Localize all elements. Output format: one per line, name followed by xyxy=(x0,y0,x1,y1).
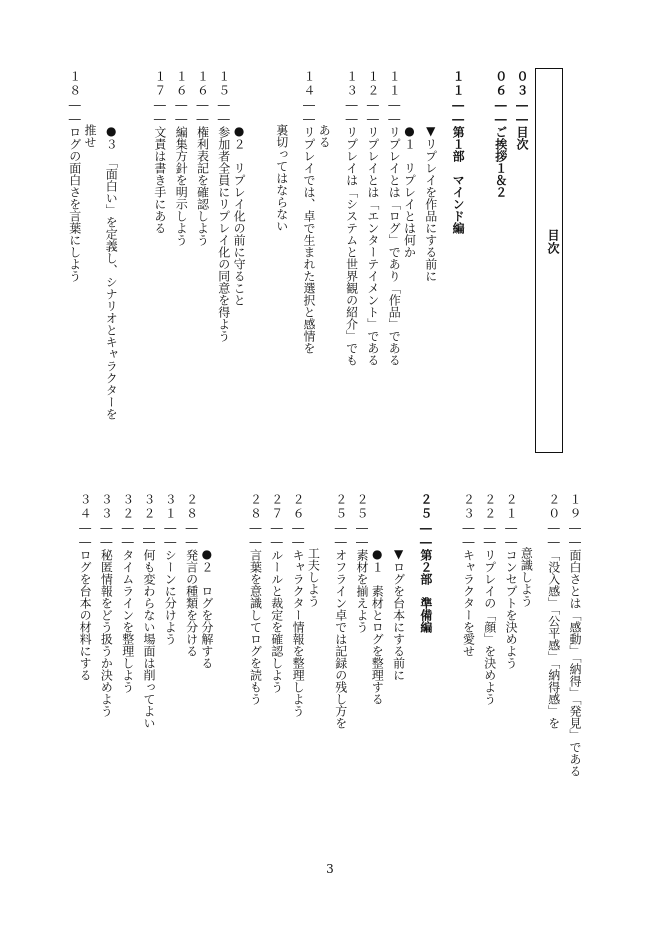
toc-entry-title: 参加者全員にリプレイ化の同意を得よう xyxy=(216,126,231,342)
toc-entry-page: ３３ xyxy=(99,493,114,521)
page-number: 3 xyxy=(326,862,334,876)
toc-entry xyxy=(286,493,310,717)
toc-entry-page: ２１ xyxy=(504,493,519,521)
toc-entry-title: 秘匿情報をどう扱うか決めよう xyxy=(99,549,114,717)
toc-entry-page: ３４ xyxy=(78,493,93,521)
toc-entry-page: ３２ xyxy=(120,493,135,521)
toc-entry-title: ご挨拶１＆２ xyxy=(493,126,508,198)
toc-entry-title: リプレイの「顔」を決めよう xyxy=(482,549,497,705)
toc-entry-page: ２７ xyxy=(269,493,284,521)
toc-entry-title: ログを台本の材料にする xyxy=(78,549,93,681)
toc-entry-title: ●１ 素材とログを整理する xyxy=(370,547,385,705)
toc-entry-title: 第２部 準備編 xyxy=(418,549,433,633)
toc-entry-title: 言葉を意識してログを読もう xyxy=(248,549,263,705)
toc-entry xyxy=(361,70,385,366)
toc-entry xyxy=(425,124,437,282)
toc-entry-title: リプレイとは「エンターテイメント」である xyxy=(365,126,380,366)
toc-entry xyxy=(148,70,172,234)
toc-entry xyxy=(340,70,364,366)
toc-entry-leader: ―― xyxy=(344,98,359,126)
toc-entry xyxy=(105,124,117,420)
toc-entry-title: 推せ xyxy=(83,124,97,148)
toc-entry xyxy=(73,493,97,681)
toc-entry-page: １８ xyxy=(67,70,82,98)
toc-entry-title: キャラクターを愛せ xyxy=(461,549,476,657)
toc-entry-leader: ―― xyxy=(67,98,82,126)
toc-entry-title: 第１部 マインド編 xyxy=(451,126,466,234)
toc-entry-title: リプレイとは「ログ」であり「作品」である xyxy=(387,126,402,366)
toc-entry xyxy=(563,493,587,777)
toc-entry-leader: ―― xyxy=(195,98,210,126)
toc-entry-title: ある xyxy=(317,124,332,148)
toc-entry-page: ３２ xyxy=(142,493,156,521)
toc-entry xyxy=(191,70,215,246)
toc-entry-page: ２８ xyxy=(184,493,199,521)
toc-entry-page: ２８ xyxy=(248,493,263,521)
toc-entry-leader: ―― xyxy=(269,521,284,549)
toc-entry-leader: ―― xyxy=(99,521,114,549)
toc-entry-page: １１ xyxy=(387,70,402,98)
toc-entry xyxy=(542,493,566,729)
toc-entry xyxy=(265,493,289,693)
toc-entry-leader: ―― xyxy=(333,521,348,549)
toc-entry-title: ▼ログを台本にする前に xyxy=(391,547,406,681)
toc-entry-leader: ―― xyxy=(355,521,369,549)
toc-entry xyxy=(393,547,405,681)
toc-entry-page: ３１ xyxy=(163,493,178,521)
toc-entry-page: ２５ xyxy=(333,493,348,521)
toc-entry-title: 目次 xyxy=(515,126,529,150)
toc-entry-page: ０３ xyxy=(515,70,529,98)
toc-entry xyxy=(63,70,87,282)
toc-entry-page: １２ xyxy=(365,70,380,98)
toc-entry-leader: ―― xyxy=(451,98,466,126)
toc-entry-title: 裏切ってはならない xyxy=(274,124,289,232)
toc-entry-page: ２５ xyxy=(355,493,369,521)
toc-entry xyxy=(94,493,118,717)
toc-entry-page: １９ xyxy=(568,493,582,521)
toc-entry-page: ２０ xyxy=(546,493,561,521)
toc-entry-title: 工夫しよう xyxy=(306,547,321,607)
toc-entry xyxy=(212,70,236,342)
toc-entry-page: １３ xyxy=(344,70,359,98)
toc-entry xyxy=(350,493,374,633)
toc-entry-title: 素材を揃えよう xyxy=(355,549,369,633)
toc-entry-title: ●３ 「面白い」を定義し、シナリオとキャラクターを xyxy=(104,124,119,420)
toc-entry-page: １５ xyxy=(216,70,231,98)
toc-entry-leader: ―― xyxy=(461,521,476,549)
toc-entry xyxy=(137,493,161,729)
toc-entry-page: １６ xyxy=(195,70,210,98)
toc-entry-leader: ―― xyxy=(78,521,93,549)
toc-title-box xyxy=(535,68,563,453)
toc-entry-title: ログの面白さを言葉にしよう xyxy=(67,126,82,282)
toc-entry-leader: ―― xyxy=(174,98,189,126)
toc-entry-leader: ―― xyxy=(142,521,156,549)
toc-entry-leader: ―― xyxy=(515,98,529,126)
toc-entry-leader: ―― xyxy=(546,521,561,549)
toc-entry xyxy=(180,493,204,657)
toc-entry xyxy=(329,493,353,729)
toc-entry xyxy=(169,70,193,246)
toc-entry-leader: ―― xyxy=(387,98,402,126)
toc-entry-title: オフライン卓では記録の残し方を xyxy=(333,549,348,729)
toc-entry-title: 「没入感」「公平感」「納得感」を xyxy=(546,549,561,729)
toc-entry-title: ●２ ログを分解する xyxy=(199,547,214,669)
toc-entry-leader: ―― xyxy=(482,521,497,549)
toc-entry xyxy=(446,70,470,234)
toc-entry-leader: ―― xyxy=(163,521,178,549)
toc-entry-title: ルールと裁定を確認しよう xyxy=(269,549,284,693)
toc-entry-leader: ―― xyxy=(291,521,306,549)
toc-entry xyxy=(489,70,513,198)
toc-entry xyxy=(158,493,182,645)
toc-entry-leader: ―― xyxy=(302,98,316,126)
toc-entry xyxy=(297,70,321,354)
toc-entry-title: ▼リプレイを作品にする前に xyxy=(423,124,438,282)
toc-entry xyxy=(510,70,534,150)
toc-entry xyxy=(499,493,523,669)
toc-entry-title: 権利表記を確認しよう xyxy=(195,126,210,246)
toc-entry-title: コンセプトを決めよう xyxy=(504,549,519,669)
toc-entry xyxy=(457,493,481,657)
toc-entry xyxy=(244,493,268,705)
toc-entry-title: 面白さとは「感動」「納得」「発見」である xyxy=(568,549,582,777)
toc-entry-title: ●１ リプレイとは何か xyxy=(402,124,417,258)
toc-entry-page: １７ xyxy=(152,70,167,98)
toc-entry-title: 何も変わらない場面は削ってよい xyxy=(142,549,156,729)
toc-entry-leader: ―― xyxy=(365,98,380,126)
toc-entry-title: 発言の種類を分ける xyxy=(184,549,199,657)
toc-entry-title: 編集方針を明示しよう xyxy=(174,126,189,246)
toc-entry-page: ０６ xyxy=(493,70,508,98)
toc-entry-title: シーンに分けよう xyxy=(163,549,178,645)
toc-entry-leader: ―― xyxy=(418,521,433,549)
toc-entry-page: ２６ xyxy=(291,493,306,521)
toc-entry-leader: ―― xyxy=(184,521,199,549)
toc-entry-title: タイムラインを整理しよう xyxy=(120,549,135,693)
toc-entry-title: リプレイは「システムと世界観の紹介」でも xyxy=(344,126,359,366)
toc-entry-page: １６ xyxy=(174,70,189,98)
toc-entry-leader: ―― xyxy=(248,521,263,549)
toc-entry xyxy=(116,493,140,693)
toc-entry-title: 意識しよう xyxy=(519,547,534,607)
toc-entry-leader: ―― xyxy=(216,98,231,126)
toc-entry-title: リプレイでは、卓で生まれた選択と感情を xyxy=(302,126,316,354)
toc-entry-page: ２３ xyxy=(461,493,476,521)
toc-entry-title: キャラクター情報を整理しよう xyxy=(291,549,306,717)
toc-entry-page: １４ xyxy=(302,70,316,98)
toc-entry-page: ２５ xyxy=(418,493,433,521)
toc-entry-leader: ―― xyxy=(493,98,508,126)
toc-entry-leader: ―― xyxy=(152,98,167,126)
toc-entry-title: 文責は書き手にある xyxy=(152,126,167,234)
toc-entry xyxy=(382,70,406,366)
toc-entry xyxy=(478,493,502,705)
toc-entry-title: ●２ リプレイ化の前に守ること xyxy=(232,124,247,306)
toc-entry-leader: ―― xyxy=(504,521,519,549)
toc-entry-page: １１ xyxy=(451,70,466,98)
toc-entry xyxy=(414,493,438,633)
toc-title: 目次 xyxy=(546,229,560,255)
toc-entry-page: ２２ xyxy=(482,493,497,521)
toc-entry-leader: ―― xyxy=(120,521,135,549)
toc-entry xyxy=(276,124,288,232)
toc-entry-leader: ―― xyxy=(568,521,582,549)
